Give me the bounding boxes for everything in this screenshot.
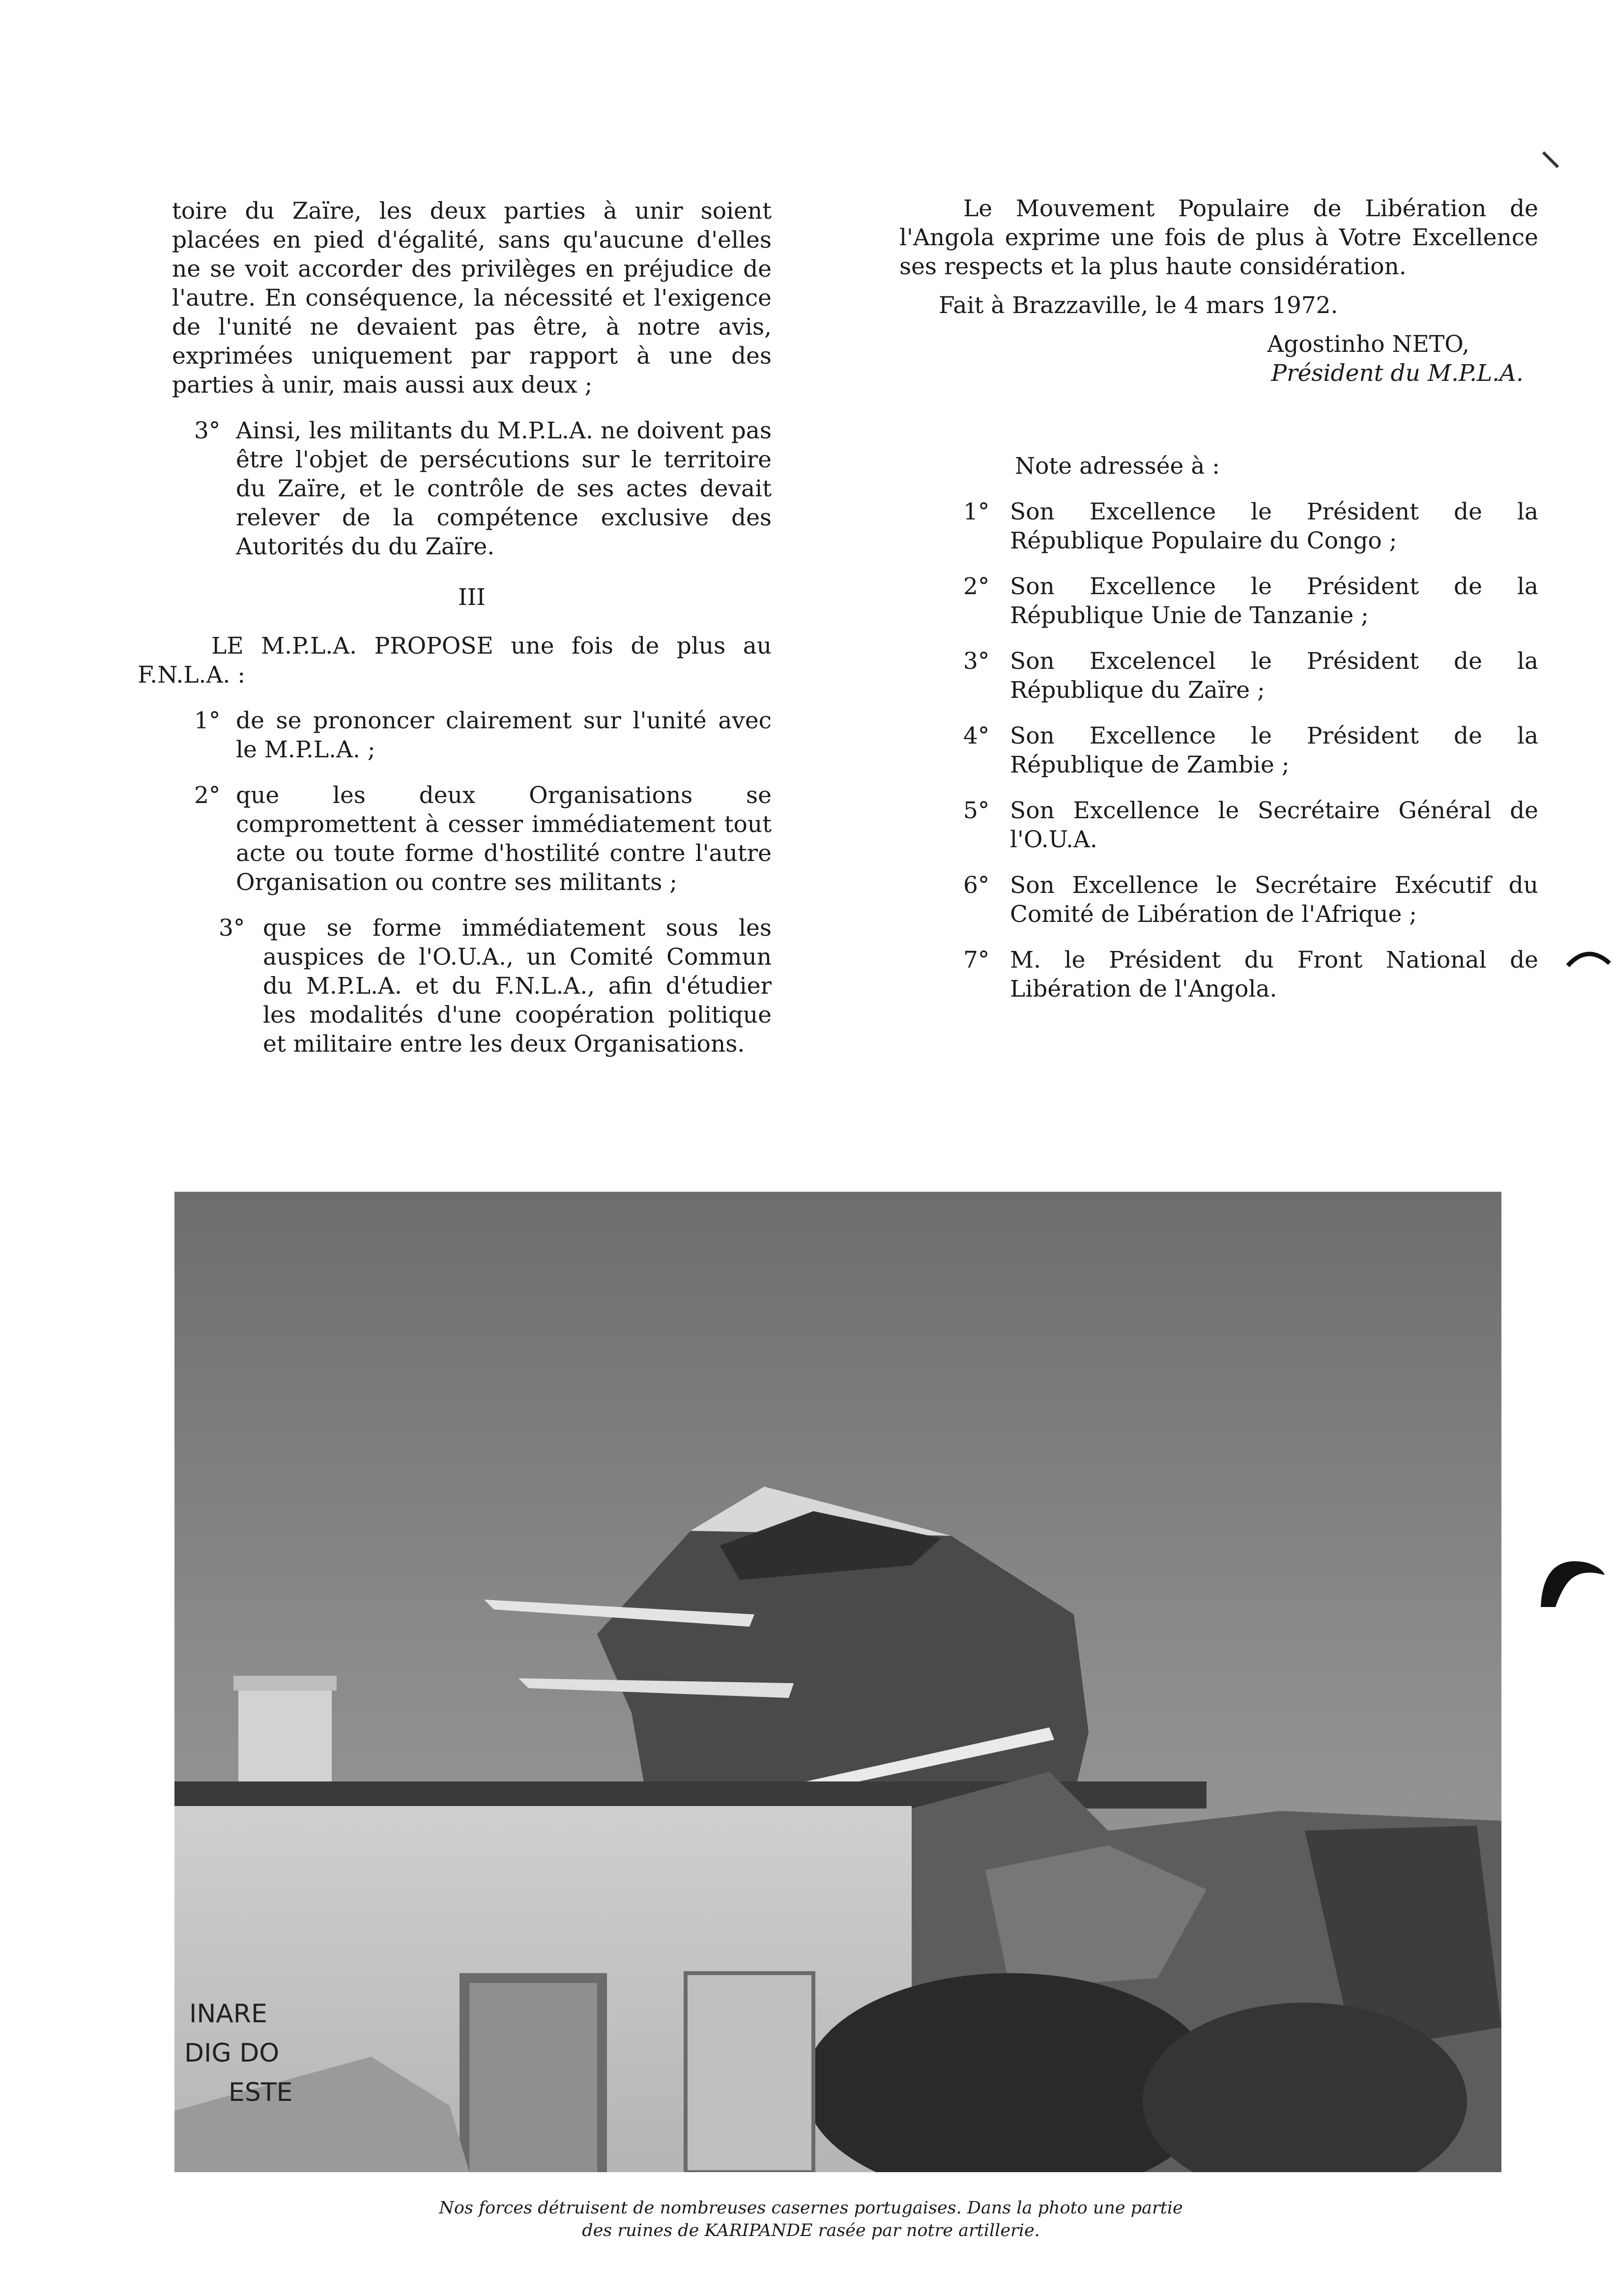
point-3-text: Ainsi, les militants du M.P.L.A. ne doivent pas être l'objet de persécutions sur le territoire du Zaïre, et le contrôle de ses actes devait relever de la compétence exclusive des Autorités du du Zaïre. <box>236 417 772 560</box>
opening-paragraph: toire du Zaïre, les deux parties à unir soient placées en pied d'égalité, sans qu'aucune d'elles ne se voit accorder des privilèges en préjudice de l'autre. En conséquence, la nécessité et l'exigence de l'unité ne devaient pas être, à notre avis, exprimées uniquement par rapport à une des parties à unir, mais aussi aux deux ; <box>172 198 772 399</box>
addressee-item <box>899 647 1538 705</box>
caption-line-1: Nos forces détruisent de nombreuses casernes portugaises. Dans la photo une partie <box>439 2198 1183 2218</box>
ruins-photo <box>174 1192 1501 2172</box>
proposal-text: que les deux Organisations se compromettent à cesser immédiatement tout acte ou toute forme d'hostilité contre l'autre Organisation ou contre ses militants ; <box>236 782 772 896</box>
closing-paragraph: Le Mouvement Populaire de Libération de l'Angola exprime une fois de plus à Votre Excellence ses respects et la plus haute considération. <box>899 195 1538 280</box>
addressee-item <box>899 572 1538 630</box>
proposal-number: 2° <box>194 782 221 809</box>
binding-hole-mark <box>1533 1548 1607 1612</box>
right-column <box>899 194 1538 1004</box>
signatory-name: Agostinho NETO, <box>1267 331 1469 358</box>
proposal-text: que se forme immédiatement sous les auspices de l'O.U.A., un Comité Commun du M.P.L.A. et du F.N.L.A., afin d'étudier les modalités d'une coopération politique et militaire entre les deux Organisations. <box>263 915 772 1058</box>
proposal-item <box>172 706 772 764</box>
note-heading: Note adressée à : <box>1015 453 1220 480</box>
addressee-number: 6° <box>963 872 990 899</box>
binding-hole-mark <box>1563 944 1612 983</box>
door <box>686 1973 813 2172</box>
wall-graffiti: ESTE <box>229 2078 293 2107</box>
addressee-item <box>899 796 1538 854</box>
addressee-text: Son Excelencel le Président de la République du Zaïre ; <box>1010 648 1538 704</box>
wall-graffiti: DIG DO <box>184 2038 280 2068</box>
point-3-number: 3° <box>194 417 221 444</box>
wall-graffiti: INARE <box>189 1999 267 2029</box>
addressee-text: M. le Président du Front National de Libération de l'Angola. <box>1010 947 1538 1003</box>
addressee-number: 3° <box>963 648 990 675</box>
addressee-text: Son Excellence le Président de la République Unie de Tanzanie ; <box>1010 573 1538 629</box>
addressee-text: Son Excellence le Président de la République de Zambie ; <box>1010 722 1538 778</box>
addressee-item <box>899 946 1538 1004</box>
proposal-text: de se prononcer clairement sur l'unité avec le M.P.L.A. ; <box>236 707 772 763</box>
date-line: Fait à Brazzaville, le 4 mars 1972. <box>939 292 1338 319</box>
photo-caption <box>344 2197 1278 2242</box>
window-pane <box>469 1983 597 2172</box>
addressee-item <box>899 497 1538 555</box>
proposal-number: 1° <box>194 707 221 734</box>
chimney <box>238 1683 332 1781</box>
ruins-photo-illustration <box>174 1192 1501 2172</box>
signatory-title: Président du M.P.L.A. <box>1271 360 1524 387</box>
addressee-number: 5° <box>963 797 990 824</box>
signature-block <box>899 330 1538 388</box>
propose-intro: LE M.P.L.A. PROPOSE une fois de plus au F.N.L.A. : <box>138 632 772 689</box>
left-column <box>138 197 772 1059</box>
chimney-cap <box>233 1676 337 1691</box>
caption-line-2: des ruines de KARIPANDE rasée par notre artillerie. <box>582 2221 1040 2240</box>
addressee-number: 2° <box>963 573 990 600</box>
addressee-item <box>899 871 1538 929</box>
proposal-number: 3° <box>219 915 245 942</box>
addressee-number: 4° <box>963 722 990 749</box>
addressee-text: Son Excellence le Secrétaire Exécutif du Comité de Libération de l'Afrique ; <box>1010 872 1538 928</box>
addressee-number: 1° <box>963 498 990 525</box>
addressee-text: Son Excellence le Secrétaire Général de l'O.U.A. <box>1010 797 1538 853</box>
proposal-item <box>172 914 772 1059</box>
addressee-text: Son Excellence le Président de la République Populaire du Congo ; <box>1010 498 1538 554</box>
scan-mark <box>1538 147 1568 177</box>
addressee-item <box>899 721 1538 779</box>
section-heading: III <box>458 584 486 611</box>
proposal-item <box>172 781 772 897</box>
addressee-number: 7° <box>963 947 990 974</box>
point-3 <box>172 416 772 561</box>
